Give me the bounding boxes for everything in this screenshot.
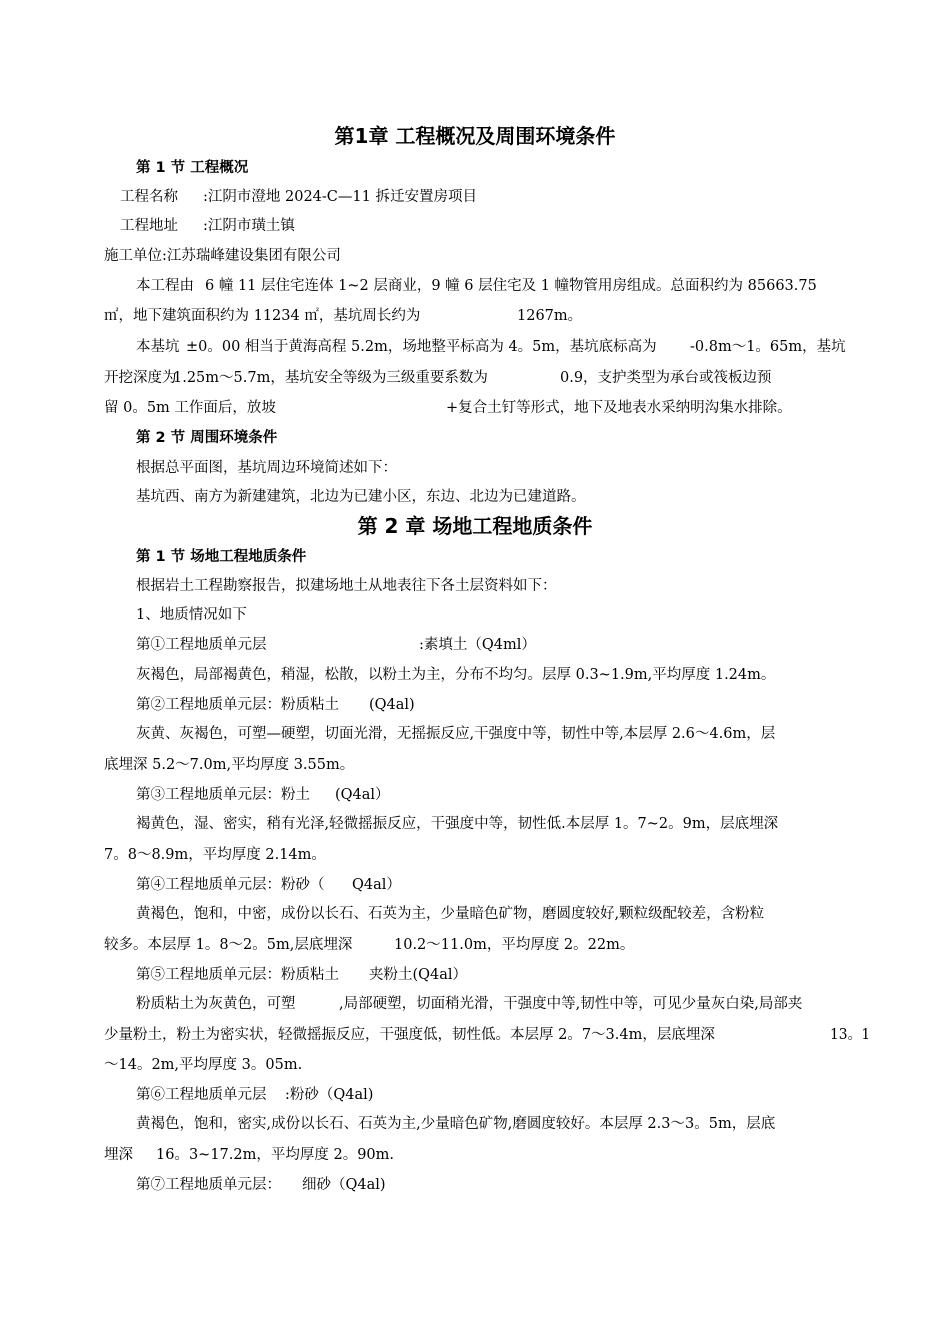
- layer6-heading: 第⑥工程地质单元层: [136, 1087, 267, 1103]
- layer2-soil: (Q4al): [369, 697, 415, 713]
- overview-p1-line1-a: 本工程由: [136, 278, 194, 294]
- overview-p2-line1-a: 本基坑: [136, 339, 180, 355]
- overview-p2-line2-a: 开挖深度为: [104, 370, 177, 386]
- layer2-heading: 第②工程地质单元层：粉质粘土: [136, 697, 339, 713]
- layer1-soil: :素填土（Q4ml）: [419, 637, 536, 653]
- layer5-description-line1-b: ,局部硬塑，切面稍光滑，干强度中等,韧性中等，可见少量灰白染,局部夹: [339, 996, 803, 1012]
- layer5-description-line2-b: 13。1: [830, 1027, 871, 1043]
- layer6-description-line2-a: 埋深: [104, 1147, 133, 1163]
- overview-p1-line2-b: 1267m。: [517, 308, 583, 324]
- project-name-value: :江阴市澄地 2024-C—11 拆迁安置房项目: [203, 189, 477, 205]
- layer5-description-line1-a: 粉质粘土为灰黄色，可塑: [136, 996, 296, 1012]
- layer6-description-line2-b: 16。3~17.2m，平均厚度 2。90m.: [156, 1147, 395, 1163]
- layer2-description-line1: 灰黄、灰褐色，可塑—硬塑，切面光滑，无摇振反应,干强度中等，韧性中等,本层厚 2.6～4.6m，层: [136, 726, 776, 742]
- geology-list-item: 1、地质情况如下: [136, 607, 247, 623]
- layer5-description-line3: ～14。2m,平均厚度 3。05m.: [104, 1057, 303, 1073]
- chapter1-sec2-title: 第 2 节 周围环境条件: [136, 430, 278, 446]
- chapter2-title: 第 2 章 场地工程地质条件: [357, 514, 593, 538]
- layer3-description-line1: 褐黄色，湿、密实，稍有光泽,轻微摇振反应，干强度中等，韧性低.本层厚 1。7~2。9m，层底埋深: [136, 816, 779, 832]
- overview-p2-line2-b: 1.25m～5.7m，基坑安全等级为三级重要系数为: [173, 370, 488, 386]
- layer4-soil: Q4al）: [352, 877, 401, 893]
- chapter1-sec1-title: 第 1 节 工程概况: [136, 160, 249, 176]
- layer4-heading: 第④工程地质单元层：粉砂（: [136, 877, 325, 893]
- layer4-description-line2-b: 10.2～11.0m，平均厚度 2。22m。: [394, 937, 635, 953]
- project-name-label: 工程名称: [120, 189, 178, 205]
- layer7-heading: 第⑦工程地质单元层：: [136, 1177, 281, 1193]
- layer1-heading: 第①工程地质单元层: [136, 637, 267, 653]
- construction-company: 施工单位:江苏瑞峰建设集团有限公司: [104, 248, 341, 264]
- layer2-description-line2: 底埋深 5.2～7.0m,平均厚度 3.55m。: [104, 757, 355, 773]
- overview-p2-line3-b: +复合土钉等形式，地下及地表水采纳明沟集水排除。: [446, 400, 792, 416]
- layer3-soil: (Q4al）: [335, 787, 390, 803]
- chapter1-title: 第1章 工程概况及周围环境条件: [334, 124, 616, 148]
- layer3-heading: 第③工程地质单元层：粉土: [136, 787, 310, 803]
- chapter2-sec1-title: 第 1 节 场地工程地质条件: [136, 549, 307, 565]
- layer3-description-line2: 7。8～8.9m，平均厚度 2.14m。: [104, 847, 326, 863]
- layer6-soil: :粉砂（Q4al): [285, 1087, 374, 1103]
- layer5-heading: 第⑤工程地质单元层：粉质粘土: [136, 967, 339, 983]
- overview-p2-line2-c: 0.9，支护类型为承台或筏板边预: [560, 370, 772, 386]
- geology-intro: 根据岩土工程勘察报告，拟建场地土从地表往下各土层资料如下：: [136, 578, 557, 594]
- layer4-description-line1: 黄褐色，饱和，中密，成份以长石、石英为主，少量暗色矿物，磨圆度较好,颗粒级配较差，含粉粒: [136, 906, 765, 922]
- environment-description: 基坑西、南方为新建建筑，北边为已建小区，东边、北边为已建道路。: [136, 489, 586, 505]
- project-location-value: :江阴市璜土镇: [203, 218, 295, 234]
- overview-p1-line1-b: 6 幢 11 层住宅连体 1~2 层商业，9 幢 6 层住宅及 1 幢物管用房组成。总面积约为 85663.75: [205, 278, 817, 294]
- project-location-label: 工程地址: [120, 218, 178, 234]
- layer1-description: 灰褐色，局部褐黄色，稍湿，松散，以粉土为主，分布不均匀。层厚 0.3~1.9m,平均厚度 1.24m。: [136, 667, 776, 683]
- layer4-description-line2-a: 较多。本层厚 1。8～2。5m,层底埋深: [104, 937, 353, 953]
- layer5-soil: 夹粉土(Q4al）: [369, 967, 468, 983]
- layer5-description-line2-a: 少量粉土，粉土为密实状，轻微摇振反应，干强度低，韧性低。本层厚 2。7～3.4m，层底埋深: [104, 1027, 715, 1043]
- overview-p1-line2-a: ㎡，地下建筑面积约为 11234 ㎡，基坑周长约为: [104, 308, 421, 324]
- overview-p2-line1-c: -0.8m～1。65m，基坑: [690, 339, 846, 355]
- overview-p2-line1-b: ±0。00 相当于黄海高程 5.2m，场地整平标高为 4。5m，基坑底标高为: [186, 339, 657, 355]
- environment-intro: 根据总平面图，基坑周边环境简述如下：: [136, 460, 397, 476]
- layer7-soil: 细砂（Q4al): [302, 1177, 386, 1193]
- layer6-description-line1: 黄褐色，饱和，密实,成份以长石、石英为主,少量暗色矿物,磨圆度较好。本层厚 2.3～3。5m，层底: [136, 1116, 776, 1132]
- overview-p2-line3-a: 留 0。5m 工作面后，放坡: [104, 400, 276, 416]
